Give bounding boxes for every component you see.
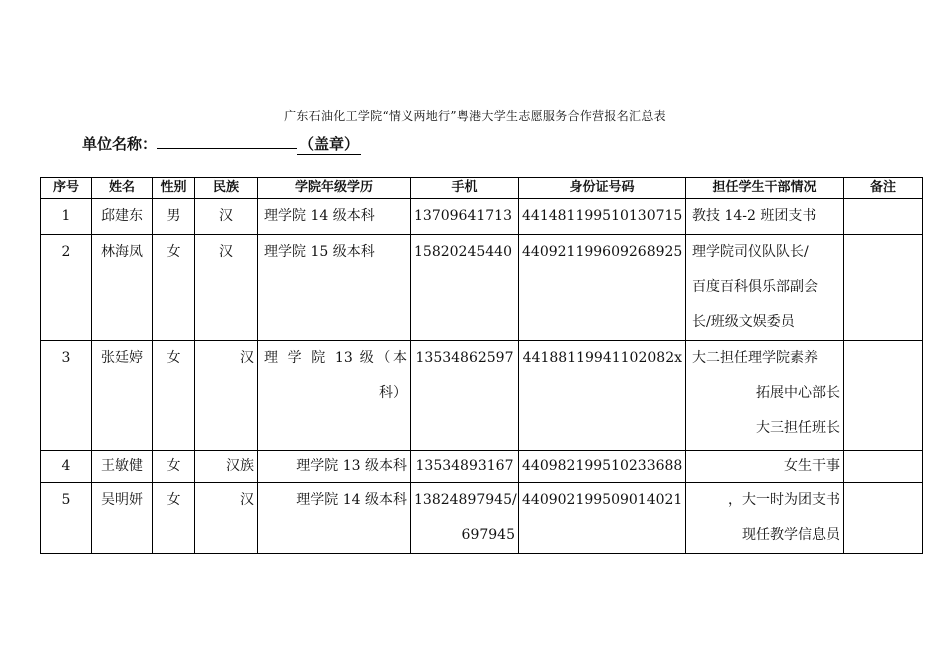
position-line: 理学院司仪队队长/ xyxy=(692,244,809,260)
cell-ethnicity: 汉 xyxy=(195,235,258,341)
cell-id: 440982199510233688 xyxy=(519,451,686,483)
cell-ethnicity: 汉族 xyxy=(195,451,258,483)
cell-no: 5 xyxy=(41,483,92,554)
header-remark: 备注 xyxy=(844,178,923,199)
cell-no: 1 xyxy=(41,199,92,235)
cell-name: 张廷婷 xyxy=(92,341,153,451)
cell-id: 440902199509014021 xyxy=(519,483,686,554)
phone-line: 697945 xyxy=(461,527,515,543)
cell-ethnicity: 汉 xyxy=(195,483,258,554)
header-no: 序号 xyxy=(41,178,92,199)
cell-phone xyxy=(411,483,519,554)
cell-college: 理学院 14 级本科 xyxy=(258,199,411,235)
header-id: 身份证号码 xyxy=(519,178,686,199)
cell-remark xyxy=(844,451,923,483)
cell-gender: 女 xyxy=(153,451,195,483)
cell-phone: 15820245440 xyxy=(411,235,519,341)
cell-gender: 男 xyxy=(153,199,195,235)
cell-position xyxy=(686,483,844,554)
unit-name-blank xyxy=(157,134,297,149)
cell-remark xyxy=(844,235,923,341)
cell-gender: 女 xyxy=(153,483,195,554)
cell-no: 4 xyxy=(41,451,92,483)
cell-position: 教技 14-2 班团支书 xyxy=(686,199,844,235)
cell-gender: 女 xyxy=(153,341,195,451)
document-title: 广东石油化工学院“情义两地行”粤港大学生志愿服务合作营报名汇总表 xyxy=(284,109,666,123)
header-phone: 手机 xyxy=(411,178,519,199)
cell-remark xyxy=(844,341,923,451)
cell-phone: 13709641713 xyxy=(411,199,519,235)
position-line: ，大一时为团支书 xyxy=(728,492,840,508)
header-row xyxy=(41,178,923,199)
cell-ethnicity: 汉 xyxy=(195,341,258,451)
cell-college: 理学院 14 级本科 xyxy=(258,483,411,554)
cell-name: 林海凤 xyxy=(92,235,153,341)
cell-no: 3 xyxy=(41,341,92,451)
table-row xyxy=(41,341,923,451)
position-line: 百度百科俱乐部副会 xyxy=(692,279,818,295)
cell-college: 理学院 13 级本科 xyxy=(258,451,411,483)
cell-ethnicity: 汉 xyxy=(195,199,258,235)
table-row xyxy=(41,199,923,235)
cell-remark xyxy=(844,483,923,554)
phone-line: 13824897945/ xyxy=(414,492,517,508)
cell-id: 44188119941102082x xyxy=(519,341,686,451)
header-position: 担任学生干部情况 xyxy=(686,178,844,199)
table-row xyxy=(41,235,923,341)
header-gender: 性别 xyxy=(153,178,195,199)
cell-position xyxy=(686,341,844,451)
position-line: 长/班级文娱委员 xyxy=(692,314,795,330)
position-line: 大二担任理学院素养 xyxy=(692,350,818,366)
cell-gender: 女 xyxy=(153,235,195,341)
cell-name: 王敏健 xyxy=(92,451,153,483)
cell-id: 440921199609268925 xyxy=(519,235,686,341)
college-line: 科） xyxy=(379,385,407,401)
cell-id: 441481199510130715 xyxy=(519,199,686,235)
cell-position xyxy=(686,235,844,341)
cell-phone: 13534893167 xyxy=(411,451,519,483)
registration-table xyxy=(40,177,923,554)
cell-college xyxy=(258,341,411,451)
cell-position: 女生干事 xyxy=(686,451,844,483)
table-row xyxy=(41,483,923,554)
unit-name-label: 单位名称： xyxy=(82,135,158,153)
position-line: 大三担任班长 xyxy=(756,420,840,436)
header-college: 学院年级学历 xyxy=(258,178,411,199)
college-line: 理 学 院 13 级（本 xyxy=(264,350,407,366)
cell-name: 吴明妍 xyxy=(92,483,153,554)
cell-college: 理学院 15 级本科 xyxy=(258,235,411,341)
unit-name-line xyxy=(82,133,361,155)
header-ethnicity: 民族 xyxy=(195,178,258,199)
table-row xyxy=(41,451,923,483)
cell-phone: 13534862597 xyxy=(411,341,519,451)
position-line: 现任教学信息员 xyxy=(742,527,840,543)
seal-label: （盖章） xyxy=(299,135,360,153)
position-line: 拓展中心部长 xyxy=(756,385,840,401)
cell-remark xyxy=(844,199,923,235)
cell-name: 邱建东 xyxy=(92,199,153,235)
header-name: 姓名 xyxy=(92,178,153,199)
cell-no: 2 xyxy=(41,235,92,341)
